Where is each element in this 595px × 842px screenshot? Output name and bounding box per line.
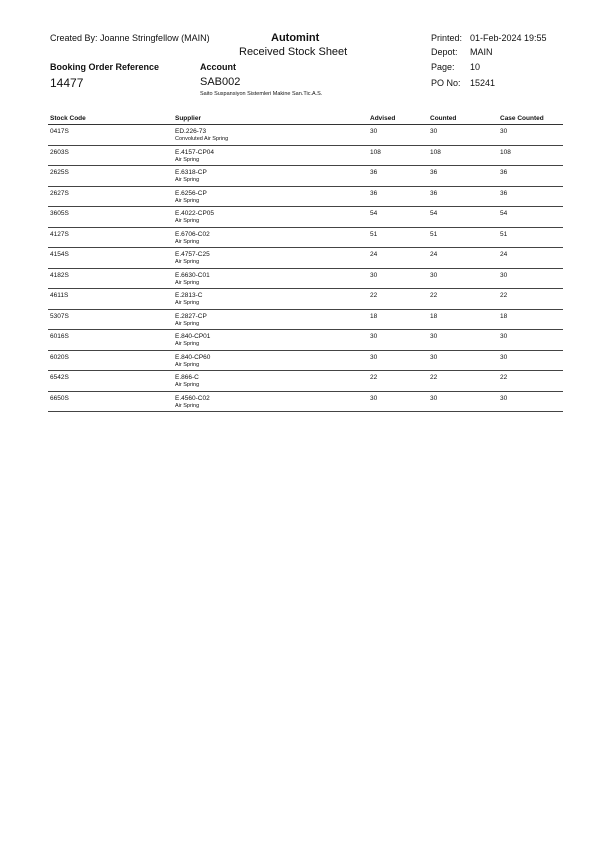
po-label: PO No:: [431, 78, 461, 88]
item-description: Air Spring: [175, 197, 200, 204]
account-label: Account: [200, 62, 236, 72]
table-row: [48, 187, 563, 208]
counted-qty: 30: [430, 271, 438, 279]
item-description: Air Spring: [175, 300, 200, 306]
supplier-code: ED.226-73: [175, 128, 207, 135]
counted-qty: 30: [430, 353, 438, 361]
case-counted-qty: 22: [500, 374, 508, 381]
item-description: Air Spring: [175, 279, 200, 286]
table-row: [48, 310, 563, 331]
case-counted-qty: 36: [500, 169, 508, 176]
stock-code: 3605S: [50, 210, 69, 217]
table-row: [48, 269, 563, 290]
advised-qty: 51: [370, 230, 378, 238]
advised-qty: 30: [370, 128, 378, 135]
printed-label: Printed:: [431, 33, 463, 43]
document-subtitle: Received Stock Sheet: [239, 46, 348, 58]
depot-label: Depot:: [431, 47, 458, 57]
advised-qty: 30: [370, 353, 378, 361]
stock-code: 2627S: [50, 189, 69, 197]
supplier-code: E.840-CP60: [175, 353, 211, 361]
case-counted-qty: 30: [500, 353, 508, 361]
table-row: [48, 392, 563, 413]
advised-qty: 18: [370, 312, 378, 320]
supplier-code: E.4560-C02: [175, 394, 210, 402]
supplier-code: E.6630-C01: [175, 271, 210, 279]
depot-value: MAIN: [470, 47, 493, 57]
stock-code: 4154S: [50, 251, 69, 258]
table-row: [48, 228, 563, 249]
column-header-advised: Advised: [370, 115, 396, 122]
case-counted-qty: 30: [500, 128, 508, 135]
counted-qty: 36: [430, 189, 438, 197]
stock-code: 4182S: [50, 271, 69, 279]
booking-label: Booking Order Reference: [50, 62, 160, 72]
item-description: Air Spring: [175, 218, 200, 224]
column-header-stock-code: Stock Code: [50, 115, 86, 122]
counted-qty: 24: [430, 251, 438, 258]
case-counted-qty: 18: [500, 312, 508, 320]
stock-code: 6020S: [50, 353, 69, 361]
supplier-code: E.6256-CP: [175, 189, 207, 197]
case-counted-qty: 24: [500, 251, 508, 258]
stock-code: 4611S: [50, 292, 69, 299]
counted-qty: 36: [430, 169, 438, 176]
supplier-code: E.840-CP01: [175, 333, 211, 340]
item-description: Air Spring: [175, 402, 200, 409]
counted-qty: 18: [430, 312, 438, 320]
counted-qty: 30: [430, 128, 438, 135]
advised-qty: 22: [370, 374, 378, 381]
item-description: Air Spring: [175, 156, 200, 163]
item-description: Air Spring: [175, 177, 200, 183]
supplier-code: E.866-C: [175, 374, 199, 381]
table-row: [48, 330, 563, 351]
advised-qty: 22: [370, 292, 378, 299]
item-description: Convoluted Air Spring: [175, 136, 229, 142]
stock-code: 6016S: [50, 333, 69, 340]
supplier-code: E.4022-CP05: [175, 210, 215, 217]
advised-qty: 54: [370, 210, 378, 217]
table-row: [48, 125, 563, 146]
table-row: [48, 207, 563, 228]
counted-qty: 22: [430, 374, 438, 381]
supplier-code: E.6318-CP: [175, 169, 207, 176]
case-counted-qty: 108: [500, 148, 511, 156]
advised-qty: 30: [370, 271, 378, 279]
table-row: [48, 371, 563, 392]
table-row: [48, 166, 563, 187]
column-header-case-counted: Case Counted: [500, 115, 544, 122]
supplier-code: E.2813-C: [175, 292, 203, 299]
case-counted-qty: 30: [500, 271, 508, 279]
account-value: SAB002: [200, 76, 241, 88]
page-value: 10: [470, 62, 481, 72]
item-description: Air Spring: [175, 382, 200, 388]
table-row: [48, 146, 563, 167]
counted-qty: 22: [430, 292, 438, 299]
stock-code: 2625S: [50, 169, 69, 176]
item-description: Air Spring: [175, 238, 200, 245]
supplier-code: E.4757-C25: [175, 251, 210, 258]
counted-qty: 30: [430, 394, 438, 402]
case-counted-qty: 30: [500, 333, 508, 340]
column-header-supplier: Supplier: [175, 115, 202, 122]
advised-qty: 24: [370, 251, 378, 258]
item-description: Air Spring: [175, 361, 200, 368]
column-header-counted: Counted: [430, 115, 457, 122]
counted-qty: 108: [430, 148, 441, 156]
printed-value: 01-Feb-2024 19:55: [470, 33, 547, 43]
table-row: [48, 351, 563, 372]
advised-qty: 30: [370, 394, 378, 402]
created-by: Created By: Joanne Stringfellow (MAIN): [50, 33, 210, 43]
stock-code: 6650S: [50, 394, 69, 402]
supplier-code: E.2827-CP: [175, 312, 207, 320]
case-counted-qty: 30: [500, 394, 508, 402]
stock-code: 0417S: [50, 128, 69, 135]
case-counted-qty: 54: [500, 210, 508, 217]
counted-qty: 54: [430, 210, 438, 217]
stock-code: 6542S: [50, 374, 69, 381]
item-description: Air Spring: [175, 259, 200, 265]
stock-table: [48, 114, 563, 412]
case-counted-qty: 51: [500, 230, 508, 238]
advised-qty: 36: [370, 169, 378, 176]
table-row: [48, 248, 563, 269]
item-description: Air Spring: [175, 320, 200, 327]
stock-code: 4127S: [50, 230, 69, 238]
supplier-code: E.4157-CP04: [175, 148, 215, 156]
case-counted-qty: 36: [500, 189, 508, 197]
case-counted-qty: 22: [500, 292, 508, 299]
stock-code: 2603S: [50, 148, 69, 156]
counted-qty: 51: [430, 230, 438, 238]
item-description: Air Spring: [175, 341, 200, 347]
booking-value: 14477: [50, 76, 84, 90]
counted-qty: 30: [430, 333, 438, 340]
account-name: Saito Suspansiyon Sistemleri Makine San.Tic.A.S.: [200, 91, 323, 97]
advised-qty: 30: [370, 333, 378, 340]
document-title: Automint: [271, 32, 320, 44]
page-label: Page:: [431, 62, 455, 72]
table-row: [48, 289, 563, 310]
advised-qty: 36: [370, 189, 378, 197]
stock-code: 5307S: [50, 312, 69, 320]
po-value: 15241: [470, 78, 496, 88]
advised-qty: 108: [370, 148, 381, 156]
table-header: [48, 114, 563, 125]
supplier-code: E.6706-C02: [175, 230, 210, 238]
